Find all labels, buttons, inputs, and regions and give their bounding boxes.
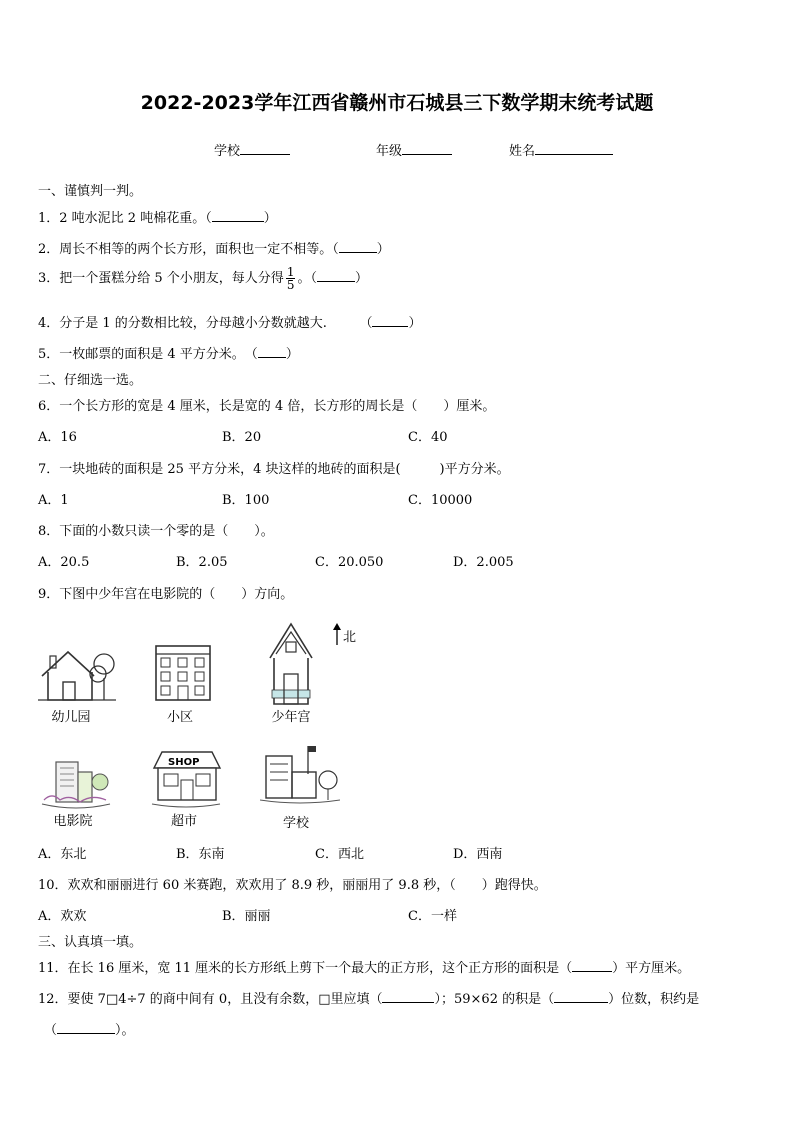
option-b[interactable]: B．20	[222, 430, 262, 445]
question-6: 6．一个长方形的宽是 4 厘米，长是宽的 4 倍，长方形的周长是（ ）厘米。	[38, 399, 496, 414]
residential-label: 小区	[166, 710, 193, 725]
grade-label: 年级	[376, 144, 403, 159]
name-label: 姓名	[509, 144, 536, 159]
answer-blank[interactable]	[572, 961, 612, 972]
section-heading-3: 三、认真填一填。	[38, 935, 143, 950]
question-2: 2．周长不相等的两个长方形，面积也一定不相等。（ ）	[38, 242, 390, 257]
option-c[interactable]: C．20.050	[315, 555, 384, 570]
grade-blank[interactable]	[402, 142, 452, 155]
question-11: 11．在长 16 厘米，宽 11 厘米的长方形纸上剪下一个最大的正方形，这个正方形的面积是（ ）平方厘米。	[38, 961, 691, 976]
answer-blank[interactable]	[212, 211, 264, 222]
answer-blank[interactable]	[258, 347, 286, 358]
option-d[interactable]: D．西南	[453, 847, 503, 862]
name-blank[interactable]	[535, 142, 613, 155]
answer-blank[interactable]	[57, 1023, 115, 1034]
option-d[interactable]: D．2.005	[453, 555, 514, 570]
question-12-continued: （ ）。	[44, 1023, 135, 1038]
answer-blank[interactable]	[317, 271, 355, 282]
option-a[interactable]: A．16	[38, 430, 77, 445]
question-10: 10．欢欢和丽丽进行 60 米赛跑，欢欢用了 8.9 秒，丽丽用了 9.8 秒，（ ）跑得快。	[38, 878, 547, 893]
answer-blank[interactable]	[372, 316, 408, 327]
option-a[interactable]: A．东北	[38, 847, 87, 862]
option-c[interactable]: C．一样	[408, 909, 457, 924]
name-field[interactable]	[509, 140, 613, 159]
question-3: 3．把一个蛋糕分给 5 个小朋友，每人分得 $\frac{1}{5}$ 。（ ）	[38, 265, 368, 292]
fraction: $\frac{1}{5}$	[286, 265, 295, 292]
school-field[interactable]	[214, 140, 290, 159]
school-label: 学校	[214, 144, 241, 159]
option-b[interactable]: B．东南	[176, 847, 225, 862]
answer-blank[interactable]	[339, 242, 377, 253]
cinema-icon	[40, 754, 112, 810]
page-title: 2022-2023学年江西省赣州市石城县三下数学期末统考试题	[140, 92, 654, 114]
kindergarten-label: 幼儿园	[51, 710, 91, 725]
shop-sign: SHOP	[168, 757, 200, 768]
question-9: 9．下图中少年宫在电影院的（ ）方向。	[38, 587, 294, 602]
kindergarten-icon	[36, 638, 118, 704]
residential-building-icon	[152, 640, 214, 702]
grade-field[interactable]	[376, 140, 452, 159]
youth-palace-label: 少年宫	[271, 710, 311, 725]
supermarket-label: 超市	[170, 814, 197, 829]
question-7: 7．一块地砖的面积是 25 平方分米，4 块这样的地砖的面积是( )平方分米。	[38, 462, 510, 477]
question-5: 5．一枚邮票的面积是 4 平方分米。 （ ）	[38, 347, 299, 362]
school-blank[interactable]	[240, 142, 290, 155]
answer-blank[interactable]	[554, 992, 608, 1003]
question-12: 12．要使 7□4÷7 的商中间有 0，且没有余数，□里应填（ ）；59×62 的积是（ ）位数，积约是	[38, 992, 700, 1007]
supermarket-icon	[150, 746, 222, 808]
option-a[interactable]: A．1	[38, 493, 69, 508]
option-c[interactable]: C．西北	[315, 847, 364, 862]
school-label: 学校	[282, 816, 309, 831]
option-c[interactable]: C．40	[408, 430, 448, 445]
option-a[interactable]: A．20.5	[38, 555, 90, 570]
section-heading-1: 一、谨慎判一判。	[38, 184, 143, 199]
option-c[interactable]: C．10000	[408, 493, 473, 508]
cinema-label: 电影院	[53, 814, 93, 829]
option-b[interactable]: B．丽丽	[222, 909, 271, 924]
option-a[interactable]: A．欢欢	[38, 909, 87, 924]
question-8: 8．下面的小数只读一个零的是（ ）。	[38, 524, 274, 539]
option-b[interactable]: B．100	[222, 493, 270, 508]
question-4: 4．分子是 1 的分数相比较，分母越小分数就越大. （ ）	[38, 316, 422, 331]
answer-blank[interactable]	[382, 992, 434, 1003]
north-arrow-icon	[330, 622, 344, 646]
option-b[interactable]: B．2.05	[176, 555, 228, 570]
north-label: 北	[343, 630, 357, 645]
section-heading-2: 二、仔细选一选。	[38, 373, 143, 388]
youth-palace-icon	[262, 620, 320, 706]
question-1: 1．2 吨水泥比 2 吨棉花重。（ ）	[38, 211, 277, 226]
school-icon	[260, 744, 340, 808]
